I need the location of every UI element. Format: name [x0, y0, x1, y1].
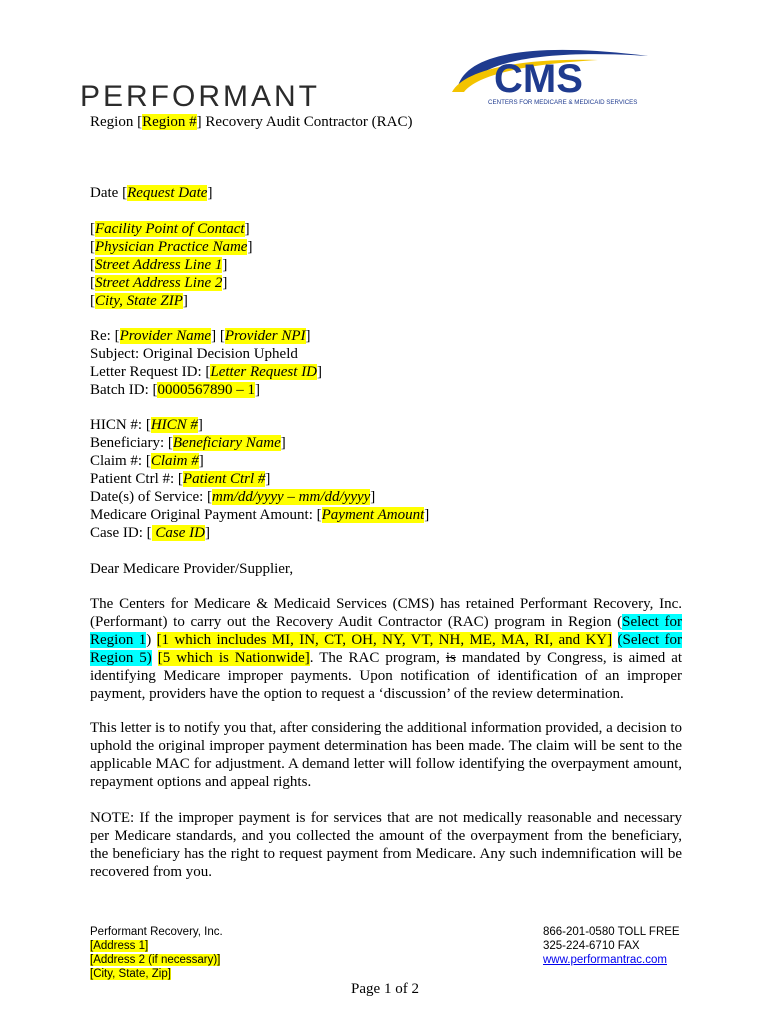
region-post: ] Recovery Audit Contractor (RAC)	[196, 114, 413, 130]
performant-logo: PERFORMANT	[80, 80, 320, 113]
para1-a: The Centers for Medicare & Medicaid Services (CMS) has retained Performant Recovery, Inc. (Performant) to carry out the Recovery Audit Contractor (RAC) program in Region (	[90, 596, 682, 630]
city-state-zip-field: City, State ZIP	[95, 293, 183, 309]
case-pre: Case ID: [	[90, 525, 152, 541]
para1-g	[152, 650, 158, 666]
footer-phone: 866-201-0580 TOLL FREE	[543, 926, 680, 938]
provider-npi-field: Provider NPI	[224, 328, 306, 344]
page-number: Page 1 of 2	[351, 981, 419, 997]
patient-ctrl-field: Patient Ctrl #	[182, 471, 266, 487]
select-region1-note: Select for Region 1	[90, 614, 682, 648]
claim-number-field: Claim #	[150, 453, 199, 469]
street-line1-field: Street Address Line 1	[95, 257, 223, 273]
re-mid: ] [	[211, 328, 225, 344]
batch-pre: Batch ID: [	[90, 382, 158, 398]
bene-pre: Beneficiary: [	[90, 435, 173, 451]
claim-pre: Claim #: [	[90, 453, 151, 469]
greeting: Dear Medicare Provider/Supplier,	[90, 561, 294, 577]
hicn-close: ]	[197, 417, 203, 433]
cms-tagline: CENTERS FOR MEDICARE & MEDICAID SERVICES	[488, 99, 638, 106]
case-id-field: Case ID	[151, 525, 205, 541]
letter-request-id-field: Letter Request ID	[210, 364, 318, 380]
provider-name-field: Provider Name	[119, 328, 212, 344]
region-pre: Region [	[90, 114, 143, 130]
amt-close: ]	[424, 507, 430, 523]
letter-pre: Letter Request ID: [	[90, 364, 211, 380]
letter-post: ]	[317, 364, 323, 380]
ctrl-pre: Patient Ctrl #: [	[90, 471, 183, 487]
re-block	[90, 327, 682, 399]
date-line	[90, 184, 682, 202]
footer-city-state-zip: [City, State, Zip]	[90, 968, 171, 980]
claim-close: ]	[198, 453, 204, 469]
footer-address1: [Address 1]	[90, 940, 149, 952]
re-post: ]	[305, 328, 311, 344]
date-post: ]	[207, 185, 213, 201]
hicn-pre: HICN #: [	[90, 417, 151, 433]
region-line	[90, 113, 682, 131]
footer-contact	[543, 925, 680, 967]
select-region5-note: (Select for Region 5)	[90, 632, 683, 666]
address-block: [Facility Point of Contact] [Physician Practice Name] [Street Address Line 1] [Street Address Line 2] [City, State ZIP]	[90, 221, 253, 309]
date-pre: Date [	[90, 185, 128, 201]
region5-nationwide: [5 which is Nationwide]	[157, 650, 310, 666]
para1-i: . The RAC program,	[309, 650, 446, 666]
claim-block	[90, 416, 682, 542]
case-close: ]	[204, 525, 210, 541]
re-pre: Re: [	[90, 328, 120, 344]
cms-logo-text: CMS	[494, 57, 583, 101]
footer-website-link[interactable]: www.performantrac.com	[543, 954, 667, 966]
footer-address	[90, 925, 223, 981]
date-of-service-field: mm/dd/yyyy – mm/dd/yyyy	[212, 489, 371, 505]
paragraph-intro	[90, 595, 682, 703]
footer-address2: [Address 2 (if necessary)]	[90, 954, 221, 966]
payment-amount-field: Payment Amount	[321, 507, 425, 523]
point-of-contact-field: Point of Contact	[141, 221, 245, 237]
para1-c: )	[146, 632, 157, 648]
para1-e	[612, 632, 617, 648]
subject-line: Subject: Original Decision Upheld	[90, 346, 298, 362]
footer-fax: 325-224-6710 FAX	[543, 940, 640, 952]
para1-k: mandated by Congress, is aimed at identifying Medicare improper payments. Upon notification of identification of an improper payment, providers have the option to request a ‘discussion’ of the review determination.	[90, 650, 683, 702]
batch-post: ]	[254, 382, 260, 398]
amt-pre: Medicare Original Payment Amount: [	[90, 507, 322, 523]
region-field: Region #	[142, 114, 197, 130]
dos-close: ]	[370, 489, 376, 505]
facility-field: Facility	[95, 221, 142, 237]
region1-states: [1 which includes MI, IN, CT, OH, NY, VT, NH, ME, MA, RI, and KY]	[156, 632, 613, 648]
request-date-field: Request Date	[127, 185, 208, 201]
bene-close: ]	[280, 435, 286, 451]
footer-company: Performant Recovery, Inc.	[90, 926, 223, 938]
cms-logo	[448, 44, 658, 106]
struck-word: is	[445, 650, 456, 666]
hicn-field: HICN #	[150, 417, 198, 433]
batch-id-field: 0000567890 – 1	[157, 382, 255, 398]
paragraph-note: NOTE: If the improper payment is for services that are not medically reasonable and necessary per Medicare standards, and you collected the amount of the overpayment from the beneficiary, the beneficiary has the right to request payment from Medicare. Any such indemnification will be recovered from you.	[90, 810, 682, 880]
dos-pre: Date(s) of Service: [	[90, 489, 213, 505]
street-line2-field: Street Address Line 2	[95, 275, 223, 291]
ctrl-close: ]	[265, 471, 271, 487]
beneficiary-field: Beneficiary Name	[172, 435, 281, 451]
paragraph-decision: This letter is to notify you that, after considering the additional information provided, a decision to uphold the original improper payment determination has been made. The claim will be sent to the applicable MAC for adjustment. A demand letter will follow identifying the overpayment amount, repayment options and appeal rights.	[90, 720, 682, 790]
practice-name-field: Physician Practice Name	[95, 239, 248, 255]
